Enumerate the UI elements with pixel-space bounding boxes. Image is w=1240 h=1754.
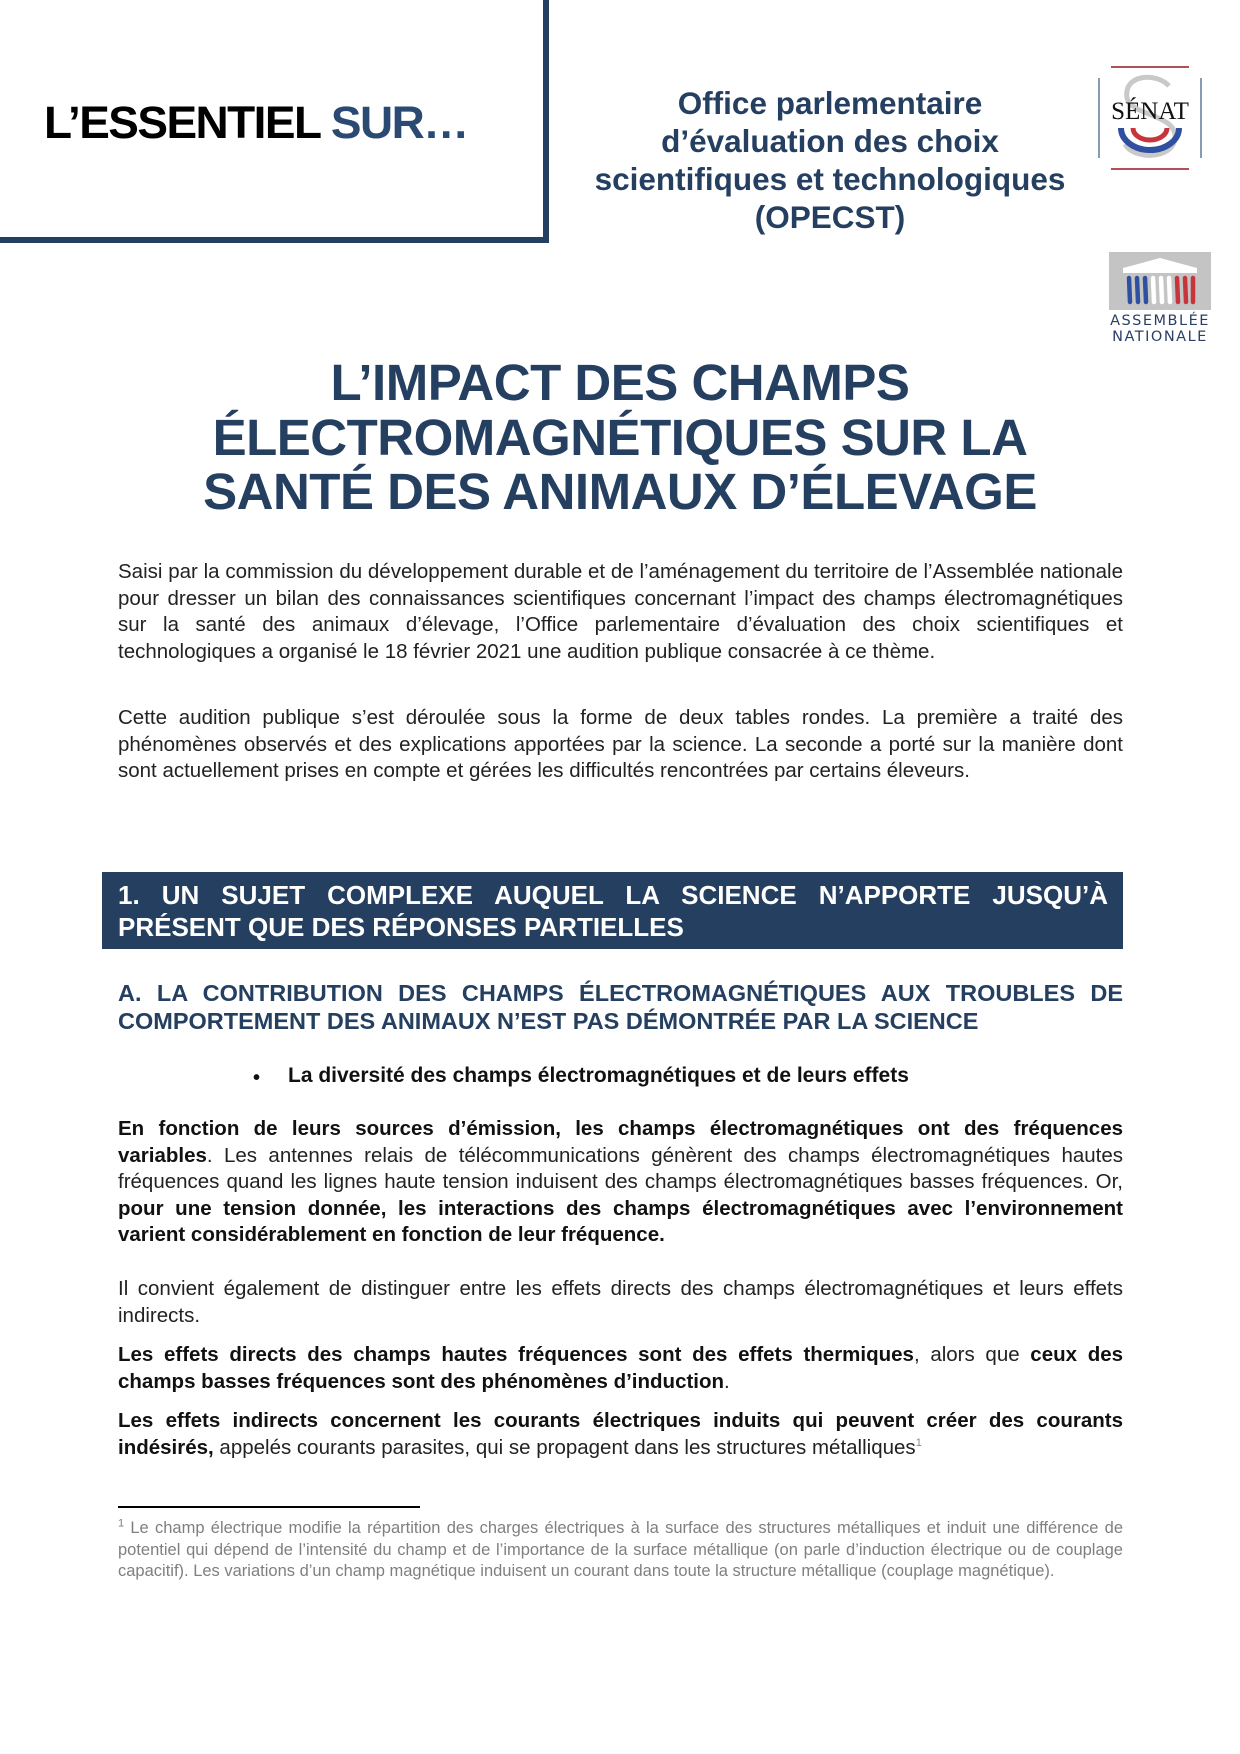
body-paragraph-1-text: . Les antennes relais de télécommunications génèrent des champs électromagnétiques hautes fréquences quand les lignes haute tension induisent des champs électromagnétiques basses fréquences. Or, bbox=[118, 1143, 1123, 1193]
essentiel-heading bbox=[44, 97, 468, 149]
assemblee-logo-line1: ASSEMBLÉE bbox=[1110, 313, 1210, 329]
assemblee-nationale-logo bbox=[1109, 252, 1211, 344]
body-paragraph-2: Il convient également de distinguer entre les effets directs des champs électromagnétiques et leurs effets indirects. bbox=[118, 1277, 1123, 1327]
document-title bbox=[120, 356, 1120, 520]
footnote-reference[interactable]: 1 bbox=[915, 1436, 922, 1449]
bullet-heading: La diversité des champs électromagnétiques et de leurs effets bbox=[288, 1064, 909, 1087]
bullet-icon: • bbox=[253, 1067, 261, 1089]
office-line: scientifiques et technologiques bbox=[594, 161, 1066, 197]
senat-logo bbox=[1097, 64, 1203, 172]
office-name bbox=[575, 84, 1085, 236]
header-frame-vertical-border bbox=[543, 0, 549, 243]
body-paragraph-1-bold-2: pour une tension donnée, les interactions des champs électromagnétiques avec l’environnement varient considérablement en fonction de leur fréquence. bbox=[118, 1196, 1123, 1246]
header-frame-horizontal-border bbox=[0, 237, 549, 243]
office-line: d’évaluation des choix bbox=[661, 123, 999, 159]
body-paragraph-3-bold-2: ceux des champs basses fréquences sont des phénomènes d’induction bbox=[118, 1343, 1124, 1393]
body-paragraph-4 bbox=[118, 1408, 1123, 1461]
footnote-1 bbox=[118, 1518, 1123, 1583]
body-paragraph-3-text-2: . bbox=[724, 1369, 730, 1393]
body-paragraph-1 bbox=[118, 1116, 1123, 1249]
intro-paragraph-2: Cette audition publique s’est déroulée sous la forme de deux tables rondes. La première a traité des phénomènes observés et des explications apportées par la science. La seconde a porté sur la manière dont sont actuellement prises en compte et gérées les difficultés rencontrées par certains éleveurs. bbox=[118, 706, 1123, 782]
intro-paragraph-1: Saisi par la commission du développement durable et de l’aménagement du territoire de l’Assemblée nationale pour dresser un bilan des connaissances scientifiques concernant l’impact des champs électromagnétiques sur la santé des animaux d’élevage, l’Office parlementaire d’évaluation des choix scientifiques et technologiques a organisé le 18 février 2021 une audition publique consacrée à ce thème. bbox=[118, 560, 1123, 663]
footnote-number: 1 bbox=[118, 1517, 125, 1530]
subsection-a-heading: A. LA CONTRIBUTION DES CHAMPS ÉLECTROMAGNÉTIQUES AUX TROUBLES DE COMPORTEMENT DES ANIMAUX N’EST PAS DÉMONTRÉE PAR LA SCIENCE bbox=[118, 980, 1123, 1034]
title-line: L’IMPACT DES CHAMPS bbox=[330, 354, 910, 411]
assemblee-logo-line2: NATIONALE bbox=[1112, 329, 1208, 344]
body-paragraph-3-bold-1: Les effets directs des champs hautes fréquences sont des effets thermiques bbox=[118, 1343, 914, 1366]
title-line: SANTÉ DES ANIMAUX D’ÉLEVAGE bbox=[203, 463, 1037, 520]
body-paragraph-1-bold-1: En fonction de leurs sources d’émission, les champs électromagnétiques ont des fréquences variables bbox=[118, 1117, 1123, 1167]
office-line: Office parlementaire bbox=[677, 85, 983, 121]
essentiel-prefix: L’ESSENTIEL bbox=[44, 97, 320, 148]
footnote-separator bbox=[118, 1506, 420, 1508]
body-paragraph-4-text: appelés courants parasites, qui se propagent dans les structures métalliques bbox=[213, 1435, 916, 1459]
title-line: ÉLECTROMAGNÉTIQUES SUR LA bbox=[212, 408, 1028, 466]
office-line: (OPECST) bbox=[754, 199, 906, 235]
essentiel-accent: SUR… bbox=[330, 97, 468, 148]
footnote-text: Le champ électrique modifie la répartition des charges électriques à la surface des structures métalliques et induit une différence de potentiel qui dépend de l’intensité du champ et de l’importance de la surface métallique (on parle d’induction électrique ou de couplage capacitif). Les variations d’un champ magnétique induisent un courant dans toute la structure métallique (couplage magnétique). bbox=[118, 1519, 1123, 1580]
section-1-heading: 1. UN SUJET COMPLEXE AUQUEL LA SCIENCE N’APPORTE JUSQU’À PRÉSENT QUE DES RÉPONSES PARTIELLES bbox=[118, 880, 1108, 942]
body-paragraph-3 bbox=[118, 1342, 1123, 1395]
body-paragraph-3-text-1: , alors que bbox=[913, 1343, 1031, 1366]
senat-logo-text: SÉNAT bbox=[1111, 98, 1189, 125]
body-paragraph-4-bold: Les effets indirects concernent les courants électriques induits qui peuvent créer des courants indésirés, bbox=[118, 1409, 1123, 1459]
